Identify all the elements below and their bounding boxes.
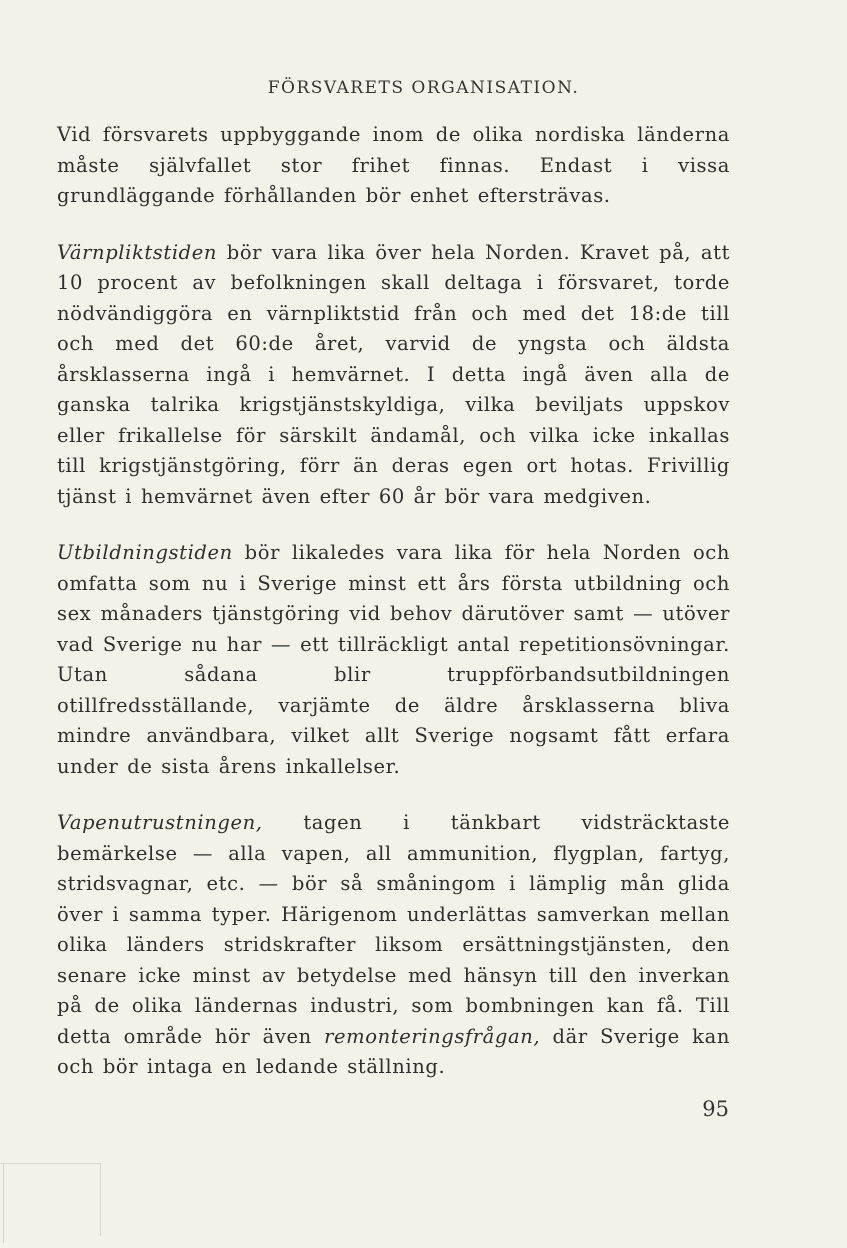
body-text [57, 120, 730, 1109]
paragraph-lead-term: Utbildningstiden [57, 541, 233, 564]
paragraph-vapenutrustningen [57, 808, 730, 1083]
paragraph-lead-term: Vapenutrustningen, [57, 811, 263, 834]
paragraph-utbildningstiden [57, 538, 730, 782]
paragraph-text: Vid försvarets uppbyggande inom de olika nordiska länderna måste självfallet stor frihet finnas. Endast i vissa grundläggande förhållanden bör enhet eftersträvas. [57, 123, 730, 207]
paragraph-intro [57, 120, 730, 212]
inline-emphasis-term: remonteringsfrågan, [324, 1024, 541, 1048]
paragraph-varnpliktstiden [57, 238, 730, 513]
paragraph-text: tagen i tänkbart vidsträcktaste bemärkelse — alla vapen, all ammunition, flygplan, fartyg, stridsvagnar, etc. — bör så småningom i lämplig mån glida över i samma typer. Härigenom underlättas samverkan mellan olika länders stridskrafter liksom ersättningstjänsten, den senare icke minst av betydelse med hänsyn till den inverkan på de olika ländernas industri, som bombningen kan få. Till detta område hör även [57, 811, 730, 1048]
paragraph-lead-term: Värnpliktstiden [57, 240, 218, 264]
paragraph-text: bör vara lika över hela Norden. Kravet på, att 10 procent av befolkningen skall deltaga i försvaret, torde nödvändiggöra en värnpliktstid från och med det 18:de till och med det 60:de året, varvid de yngsta och äldsta årsklasserna ingå i hemvärnet. I detta ingå även alla de ganska talrika krigstjänstskyldiga, vilka beviljats uppskov eller frikallelse för särskilt ändamål, och vilka icke inkallas till krigstjänstgöring, förr än deras egen ort hotas. Frivillig tjänst i hemvärnet även efter 60 år bör vara medgiven. [57, 240, 730, 508]
paragraph-tail-text: där Sverige kan och bör intaga en ledande ställning. [57, 1024, 730, 1078]
paragraph-text: bör likaledes vara lika för hela Norden och omfatta som nu i Sverige minst ett års första utbildning och sex månaders tjänstgöring vid behov därutöver samt — utöver vad Sverige nu har — ett tillräckligt antal repetitionsövningar. Utan sådana blir truppförbandsutbildningen otillfredsställande, varjämte de äldre årsklasserna bliva mindre användbara, vilket allt Sverige nogsamt fått erfara under de sista årens inkallelser. [57, 541, 730, 778]
scan-edge-line [3, 1163, 4, 1243]
running-head: FÖRSVARETS ORGANISATION. [267, 78, 580, 98]
scan-margin-mark [0, 1163, 101, 1236]
page-number: 95 [702, 1097, 729, 1121]
